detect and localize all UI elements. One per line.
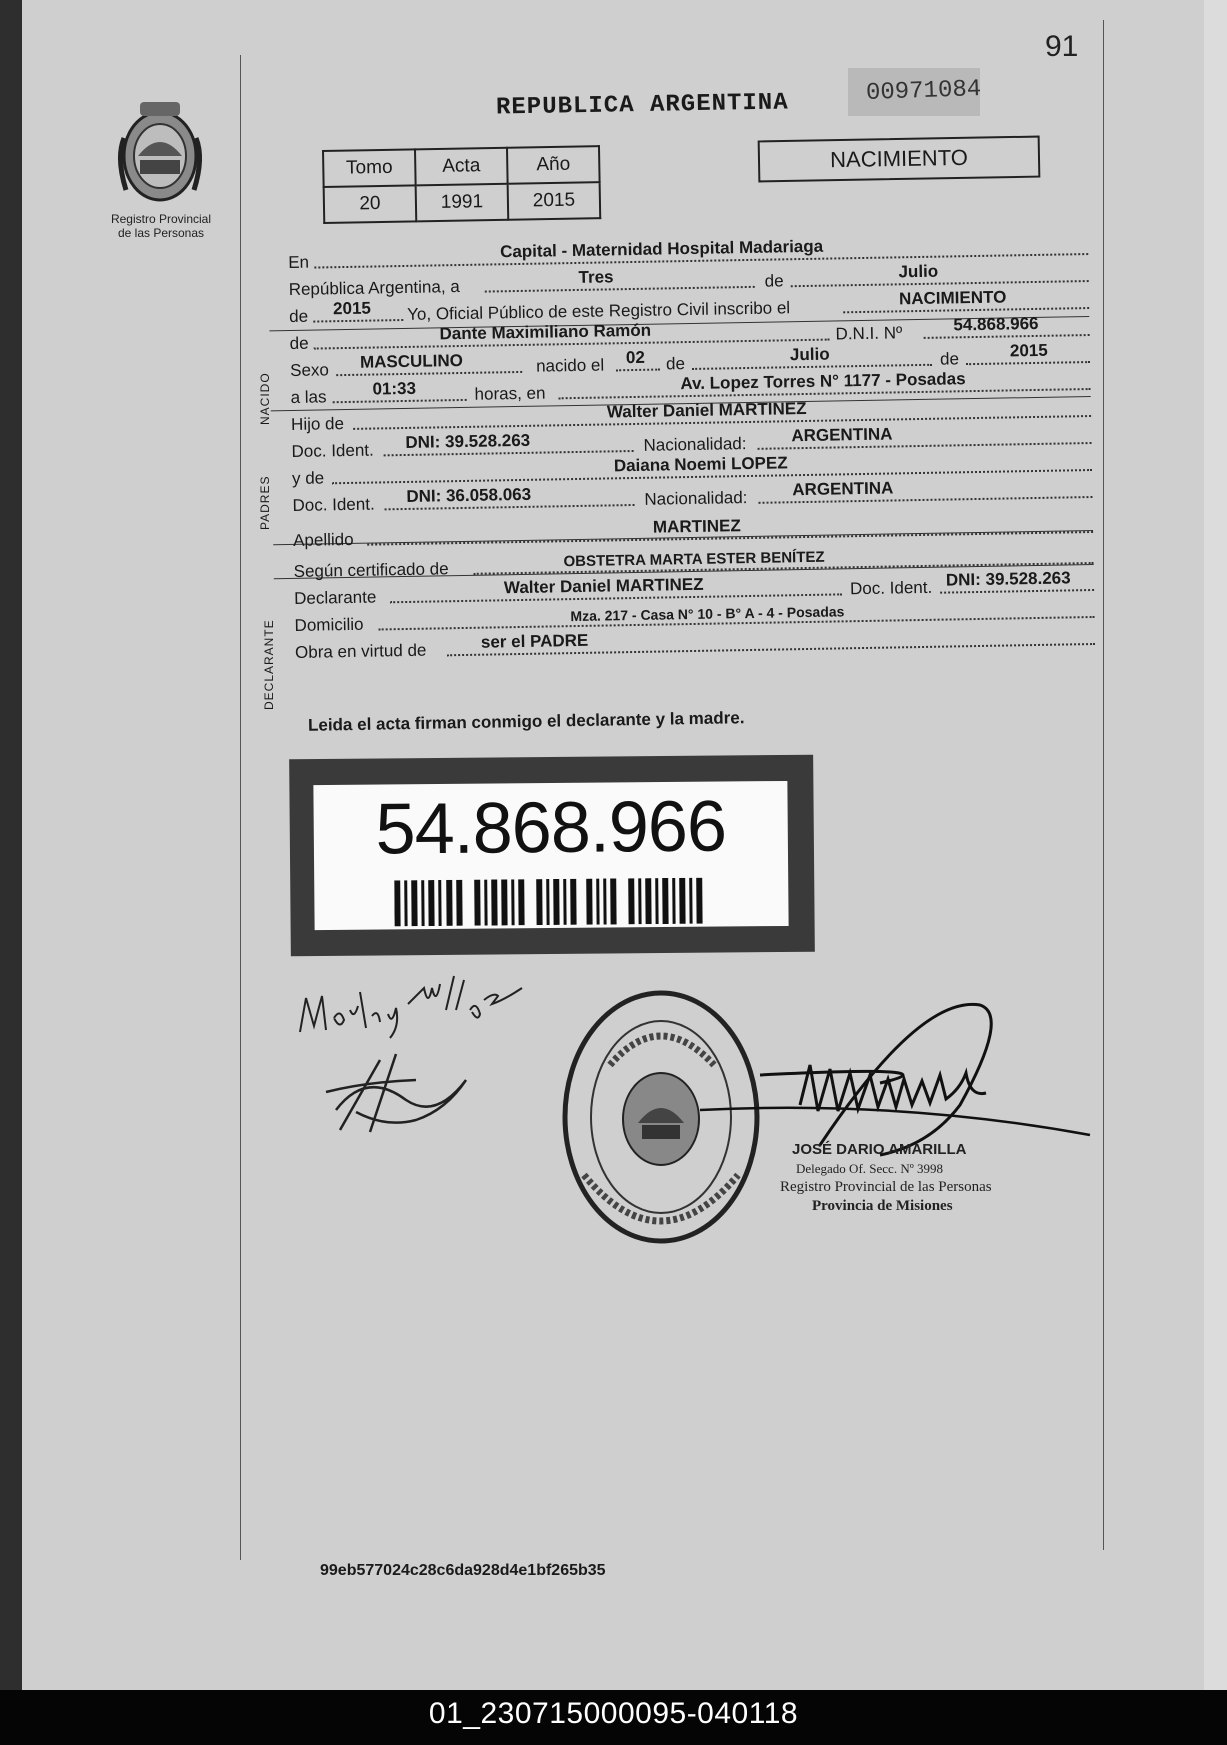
- dotted-line: [924, 334, 1090, 339]
- field-place: Capital - Maternidad Hospital Madariaga: [499, 236, 824, 262]
- emblem-caption: [96, 212, 226, 240]
- emblem-caption-line1: Registro Provincial: [110, 212, 212, 226]
- left-margin-line: [240, 55, 241, 1560]
- declarant-signature: [296, 970, 526, 1160]
- field-mother-nat: ARGENTINA: [792, 478, 894, 500]
- field-sex: MASCULINO: [359, 350, 464, 372]
- label-alas: a las: [290, 387, 327, 407]
- register-value-anio: 2015: [508, 182, 601, 220]
- label-doc: Doc. Ident.: [291, 440, 374, 461]
- paper-edge: [1204, 0, 1227, 1690]
- field-surname: MARTINEZ: [652, 516, 741, 537]
- footer-id: 01_230715000095-040118: [428, 1697, 799, 1730]
- label-sexo: Sexo: [289, 360, 330, 380]
- side-label-declarante: DECLARANTE: [262, 619, 276, 710]
- field-father-name: Walter Daniel MARTINEZ: [606, 398, 807, 422]
- register-header-anio: Año: [507, 146, 600, 184]
- closing-statement: Leida el acta firman conmigo el declarante y la madre.: [307, 708, 745, 735]
- official-stamp: [780, 1140, 992, 1216]
- field-father-nat: ARGENTINA: [791, 424, 893, 446]
- field-year: 2015: [332, 298, 372, 319]
- field-birth-day: 02: [625, 347, 646, 368]
- side-label-nacido: NACIDO: [258, 372, 272, 425]
- birth-record-form: [288, 234, 1095, 665]
- label-obra: Obra en virtud de: [294, 640, 427, 662]
- field-event: NACIMIENTO: [898, 287, 1007, 309]
- register-header-tomo: Tomo: [323, 149, 416, 187]
- label-apellido: Apellido: [292, 529, 354, 550]
- label-republica: República Argentina, a: [288, 277, 460, 299]
- field-mother-name: Daiana Noemi LOPEZ: [613, 453, 788, 476]
- label-doc: Doc. Ident.: [292, 494, 375, 515]
- label-segun: Según certificado de: [293, 559, 449, 581]
- label-horas: horas, en: [474, 383, 546, 404]
- provincial-emblem-icon: [110, 98, 210, 210]
- field-father-doc: DNI: 39.528.263: [405, 430, 531, 452]
- dotted-line: [616, 369, 660, 372]
- dni-sticker-number: 54.868.966: [375, 786, 727, 870]
- register-value-tomo: 20: [324, 185, 417, 223]
- label-en: En: [288, 252, 310, 272]
- label-domicilio: Domicilio: [294, 614, 364, 635]
- label-de: de: [764, 271, 784, 291]
- right-margin-line: [1103, 20, 1104, 1550]
- label-yo: Yo, Oficial Público de este Registro Civil inscribo el: [407, 298, 791, 324]
- official-province: Provincia de Misiones: [812, 1198, 953, 1214]
- field-birth-month: Julio: [789, 344, 830, 365]
- dotted-line: [485, 286, 755, 293]
- label-declarante: Declarante: [293, 587, 377, 608]
- barcode-icon: [394, 878, 708, 927]
- field-child-name: Dante Maximiliano Ramón: [439, 320, 652, 344]
- field-declarant-doc: DNI: 39.528.263: [945, 568, 1071, 590]
- field-mother-doc: DNI: 36.058.063: [406, 484, 532, 506]
- field-day-word: Tres: [578, 267, 614, 287]
- official-office: Registro Provincial de las Personas: [780, 1179, 992, 1195]
- document-title: REPUBLICA ARGENTINA: [495, 89, 789, 122]
- field-capacity: ser el PADRE: [480, 630, 589, 652]
- label-nacionalidad: Nacionalidad:: [643, 434, 747, 455]
- dotted-line: [966, 361, 1090, 365]
- label-de: de: [289, 306, 309, 326]
- label-doc: Doc. Ident.: [849, 577, 933, 599]
- label-yde: y de: [291, 468, 325, 488]
- field-birth-year: 2015: [1009, 340, 1048, 361]
- register-header-acta: Acta: [415, 148, 508, 186]
- field-birth-time: 01:33: [372, 378, 417, 399]
- field-month: Julio: [898, 261, 939, 282]
- dotted-line: [333, 399, 467, 403]
- emblem-caption-line2: de las Personas: [117, 226, 205, 240]
- register-table: [322, 145, 601, 224]
- label-hijo: Hijo de: [290, 414, 345, 434]
- label-nacionalidad: Nacionalidad:: [644, 488, 748, 509]
- label-de: de: [665, 354, 686, 374]
- document-hash: 99eb577024c28c6da928d4e1bf265b35: [320, 1562, 606, 1579]
- field-certificate: OBSTETRA MARTA ESTER BENÍTEZ: [563, 548, 825, 571]
- serial-number: 00971084: [865, 75, 982, 108]
- field-declarant-name: Walter Daniel MARTINEZ: [503, 574, 704, 598]
- side-label-padres: PADRES: [258, 475, 272, 530]
- label-dni: D.N.I. Nº: [835, 323, 903, 344]
- field-address: Mza. 217 - Casa N° 10 - B° A - 4 - Posadas: [570, 603, 845, 625]
- label-de: de: [939, 349, 960, 369]
- label-nacido: nacido el: [535, 355, 605, 376]
- official-name: JOSÉ DARIO AMARILLA: [792, 1141, 967, 1158]
- document-type-box: NACIMIENTO: [758, 136, 1041, 183]
- dotted-line: [313, 319, 403, 323]
- page-number: 91: [1045, 30, 1079, 63]
- official-title: Delegado Of. Secc. Nº 3998: [796, 1161, 943, 1176]
- dni-sticker: [289, 755, 815, 957]
- register-value-acta: 1991: [416, 184, 509, 222]
- field-child-dni: 54.868.966: [953, 313, 1039, 335]
- dotted-line: [791, 280, 1089, 287]
- label-de: de: [289, 333, 309, 353]
- dni-sticker-inner: [313, 781, 788, 930]
- field-birth-address: Av. Lopez Torres N° 1177 - Posadas: [680, 369, 966, 394]
